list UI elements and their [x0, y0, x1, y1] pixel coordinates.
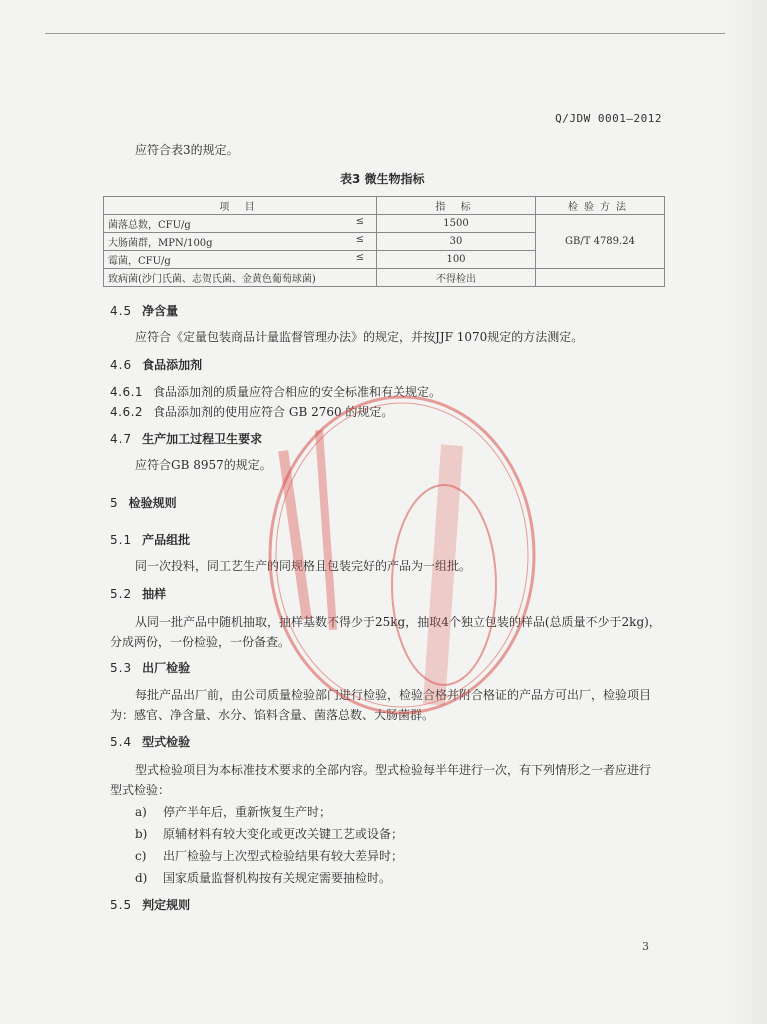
section-4-5-text: 应符合《定量包装商品计量监督管理办法》的规定，并按JJF 1070规定的方法测定。	[135, 330, 584, 344]
list-item: d) 国家质量监督机构按有关规定需要抽检时。	[135, 871, 392, 885]
section-5-4-text-1: 型式检验项目为本标准技术要求的全部内容。型式检验每半年进行一次，有下列情形之一者应进行	[135, 763, 652, 777]
header-method: 检验方法	[536, 197, 665, 215]
section-5-2-text-1: 从同一批产品中随机抽取，抽样基数不得少于25kg，抽取4个独立包装的样品(总质量不少于2kg)，	[135, 615, 661, 629]
section-5-2-text-2: 分成两份，一份检验，一份备查。	[110, 635, 291, 649]
table-cell-item: 致病菌(沙门氏菌、志贺氏菌、金黄色葡萄球菌)	[104, 269, 377, 287]
list-item: c) 出厂检验与上次型式检验结果有较大差异时；	[135, 849, 404, 863]
header-rule	[45, 33, 725, 34]
table-cell-item: 菌落总数，CFU/g ≤	[104, 215, 377, 233]
section-5-5-heading: 5.5 判定规则	[110, 898, 191, 912]
table-header-row	[104, 197, 665, 215]
official-seal-stamp	[262, 390, 542, 720]
page-number: 3	[642, 940, 649, 953]
table-cell-item: 大肠菌群，MPN/100g ≤	[104, 233, 377, 251]
table-cell-method: GB/T 4789.24	[536, 215, 665, 269]
section-5-3-text-1: 每批产品出厂前，由公司质量检验部门进行检验，检验合格并附合格证的产品方可出厂，检验项目	[135, 688, 652, 702]
section-5-heading: 5 检验规则	[110, 496, 177, 510]
table-row	[104, 215, 665, 233]
table-cell-value: 1500	[377, 215, 536, 233]
section-5-1-heading: 5.1 产品组批	[110, 533, 191, 547]
table-cell-value: 不得检出	[377, 269, 536, 287]
section-4-6-heading: 4.6 食品添加剂	[110, 358, 203, 372]
document-code: Q/JDW 0001—2012	[555, 112, 662, 125]
section-5-4-heading: 5.4 型式检验	[110, 735, 191, 749]
table-row	[104, 269, 665, 287]
section-4-5-heading: 4.5 净含量	[110, 304, 179, 318]
table-cell-empty	[536, 269, 665, 287]
section-5-3-text-2: 为：感官、净含量、水分、馅料含量、菌落总数、大肠菌群。	[110, 708, 435, 722]
intro-line: 应符合表3的规定。	[135, 143, 239, 157]
table-caption: 表3 微生物指标	[340, 172, 425, 186]
header-indicator: 指 标	[377, 197, 536, 215]
page-edge-shadow	[727, 0, 767, 1024]
microbial-table	[103, 196, 665, 287]
list-item: a) 停产半年后，重新恢复生产时；	[135, 805, 332, 819]
section-5-4-text-2: 型式检验：	[110, 783, 171, 797]
table-cell-value: 30	[377, 233, 536, 251]
section-5-3-heading: 5.3 出厂检验	[110, 661, 191, 675]
section-5-2-heading: 5.2 抽样	[110, 587, 167, 601]
section-5-1-text: 同一次投料，同工艺生产的同规格且包装完好的产品为一组批。	[135, 559, 472, 573]
list-item: b) 原辅材料有较大变化或更改关键工艺或设备；	[135, 827, 404, 841]
section-4-6-1: 4.6.1 食品添加剂的质量应符合相应的安全标准和有关规定。	[110, 385, 442, 399]
table-cell-value: 100	[377, 251, 536, 269]
section-4-6-2: 4.6.2 食品添加剂的使用应符合 GB 2760 的规定。	[110, 405, 394, 419]
section-4-7-text: 应符合GB 8957的规定。	[135, 458, 272, 472]
section-4-7-heading: 4.7 生产加工过程卫生要求	[110, 432, 263, 446]
table-cell-item: 霉菌，CFU/g ≤	[104, 251, 377, 269]
header-item: 项 目	[104, 197, 377, 215]
